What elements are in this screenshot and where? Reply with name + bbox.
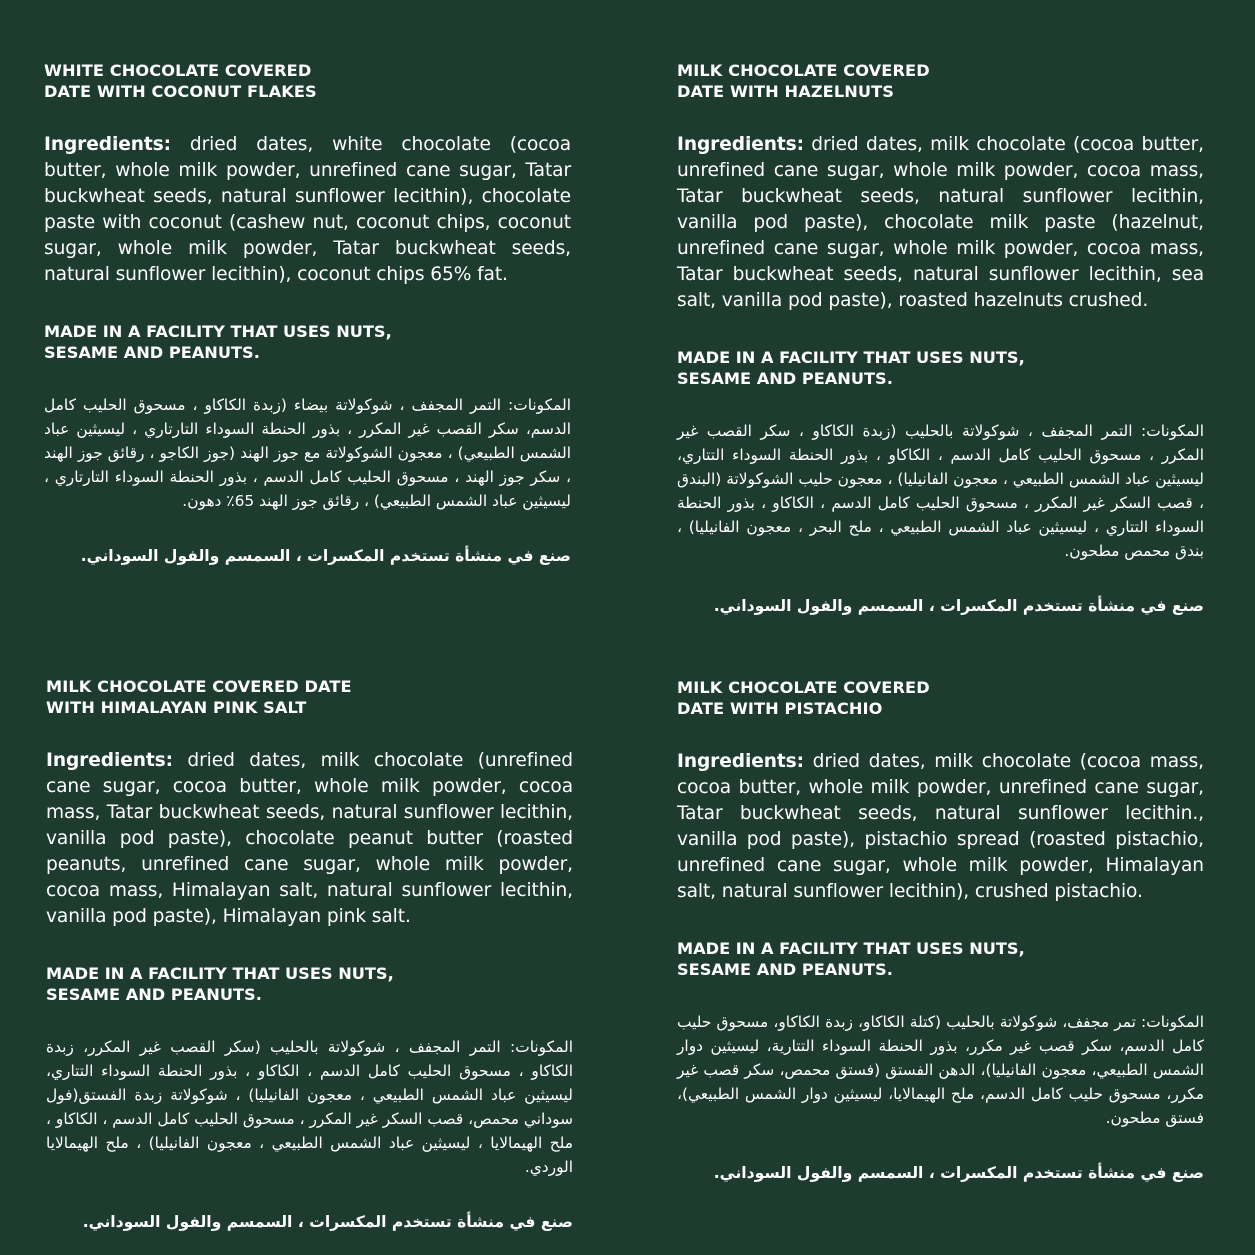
ingredients-label: Ingredients: [677,134,804,155]
allergen-notice: MADE IN A FACILITY THAT USES NUTS, SESAME AND PEANUTS. [677,348,1025,388]
product-title: WHITE CHOCOLATE COVERED DATE WITH COCONUT FLAKES [44,61,317,101]
arabic-allergen-notice: صنع في منشأة تستخدم المكسرات ، السمسم والفول السوداني. [80,547,571,565]
product-title: MILK CHOCOLATE COVERED DATE WITH HIMALAYAN PINK SALT [46,677,352,717]
product-panel-milk-hazelnut [677,60,1204,617]
ingredients-label: Ingredients: [677,751,804,772]
ingredients-text [46,748,573,930]
ingredients-list: dried dates, milk chocolate (unrefined cane sugar, cocoa butter, whole milk powder, cocoa mass, Tatar buckwheat seeds, natural sunflower lecithin, vanilla pod paste), chocolate peanut butter (roasted peanuts, unrefined cane sugar, whole milk powder, cocoa mass, Himalayan salt, natural sunflower lecithin, vanilla pod paste), Himalayan pink salt. [46,750,573,927]
ingredients-list: dried dates, milk chocolate (cocoa butter, unrefined cane sugar, whole milk powder, cocoa mass, Tatar buckwheat seeds, natural sunflower lecithin, vanilla pod paste), chocolate milk paste (hazelnut, unrefined cane sugar, whole milk powder, cocoa mass, Tatar buckwheat seeds, natural sunflower lecithin, sea salt, vanilla pod paste), roasted hazelnuts crushed. [677,134,1204,311]
arabic-ingredients: المكونات: التمر المجفف ، شوكولاتة بالحليب (سكر القصب غير المكرر، زبدة الكاكاو ، مسحوق الحليب كامل الدسم ، الكاكاو ، بذور الحنطة السوداء التتاري، ليسيثين عباد الشمس الطبيعي ، معجون الفانيليا) ، شوكولاتة زبدة الفستق(فول سوداني محمص، قصب السكر غير المكرر ، مسحوق الحليب كامل الدسم ، الكاكاو ، ملح الهيمالايا ، ليسيثين عباد الشمس الطبيعي ، معجون الفانيليا) ، ملح الهيمالايا الوردي. [46,1038,573,1176]
arabic-ingredients: المكونات: تمر مجفف، شوكولاتة بالحليب (كتلة الكاكاو، زبدة الكاكاو، مسحوق حليب كامل الدسم، سكر قصب غير مكرر، بذور الحنطة السوداء التتارية، ليسيثين دوار الشمس الطبيعي، معجون الفانيليا)، الدهن الفستق (فستق محمص، سكر قصب غير مكرر، مسحوق حليب كامل الدسم، ملح الهيمالايا، ليسيثين دوار الشمس الطبيعي)، فستق مطحون. [677,1013,1204,1127]
product-title: MILK CHOCOLATE COVERED DATE WITH PISTACHIO [677,678,930,718]
arabic-ingredients: المكونات: التمر المجفف ، شوكولاتة بيضاء (زبدة الكاكاو ، مسحوق الحليب كامل الدسم، سكر القصب غير المكرر ، بذور الحنطة السوداء التارتاري ، ليسيثين عباد الشمس الطبيعي) ، معجون الشوكولاتة مع جوز الهند (جوز الكاجو ، رقائق جوز الهند ، سكر جوز الهند ، مسحوق الحليب كامل الدسم ، بذور الحنطة السوداء التارتاري ، ليسيثين عباد الشمس الطبيعي) ، رقائق جوز الهند 65٪ دهون. [44,396,571,510]
ingredients-list: dried dates, milk chocolate (cocoa mass, cocoa butter, whole milk powder, unrefined cane sugar, Tatar buckwheat seeds, natural sunflower lecithin., vanilla pod paste), pistachio spread (roasted pistachio, unrefined cane sugar, whole milk powder, Himalayan salt, natural sunflower lecithin), crushed pistachio. [677,751,1204,902]
product-panel-milk-pink-salt [46,676,573,1233]
arabic-ingredients: المكونات: التمر المجفف ، شوكولاتة بالحليب (زبدة الكاكاو ، سكر القصب غير المكرر ، مسحوق الحليب كامل الدسم ، الكاكاو ، بذور الحنطة السوداء التتاري، ليسيثين عباد الشمس الطبيعي ، معجون الفانيليا) ، معجون حليب الشوكولاتة (البندق ، قصب السكر غير المكرر ، مسحوق الحليب كامل الدسم ، الكاكاو ، بذور الحنطة السوداء التتاري ، ليسيثين عباد الشمس الطبيعي ، ملح البحر ، معجون الفانيليا) ، بندق محمص مطحون. [677,422,1204,560]
product-panel-white-coconut [44,60,571,567]
product-title: MILK CHOCOLATE COVERED DATE WITH HAZELNUTS [677,61,930,101]
ingredients-text [677,132,1204,314]
ingredients-label: Ingredients: [44,134,171,155]
product-panel-milk-pistachio [677,677,1204,1184]
arabic-allergen-notice: صنع في منشأة تستخدم المكسرات ، السمسم والفول السوداني. [713,597,1204,615]
arabic-allergen-notice: صنع في منشأة تستخدم المكسرات ، السمسم والفول السوداني. [713,1164,1204,1182]
ingredients-text [44,132,571,288]
ingredients-text [677,749,1204,905]
arabic-allergen-notice: صنع في منشأة تستخدم المكسرات ، السمسم والفول السوداني. [82,1213,573,1231]
allergen-notice: MADE IN A FACILITY THAT USES NUTS, SESAME AND PEANUTS. [46,964,394,1004]
allergen-notice: MADE IN A FACILITY THAT USES NUTS, SESAME AND PEANUTS. [677,939,1025,979]
ingredients-list: dried dates, white chocolate (cocoa butter, whole milk powder, unrefined cane sugar, Tatar buckwheat seeds, natural sunflower lecithin), chocolate paste with coconut (cashew nut, coconut chips, coconut sugar, whole milk powder, Tatar buckwheat seeds, natural sunflower lecithin), coconut chips 65% fat. [44,134,571,285]
allergen-notice: MADE IN A FACILITY THAT USES NUTS, SESAME AND PEANUTS. [44,322,392,362]
ingredients-label: Ingredients: [46,750,173,771]
